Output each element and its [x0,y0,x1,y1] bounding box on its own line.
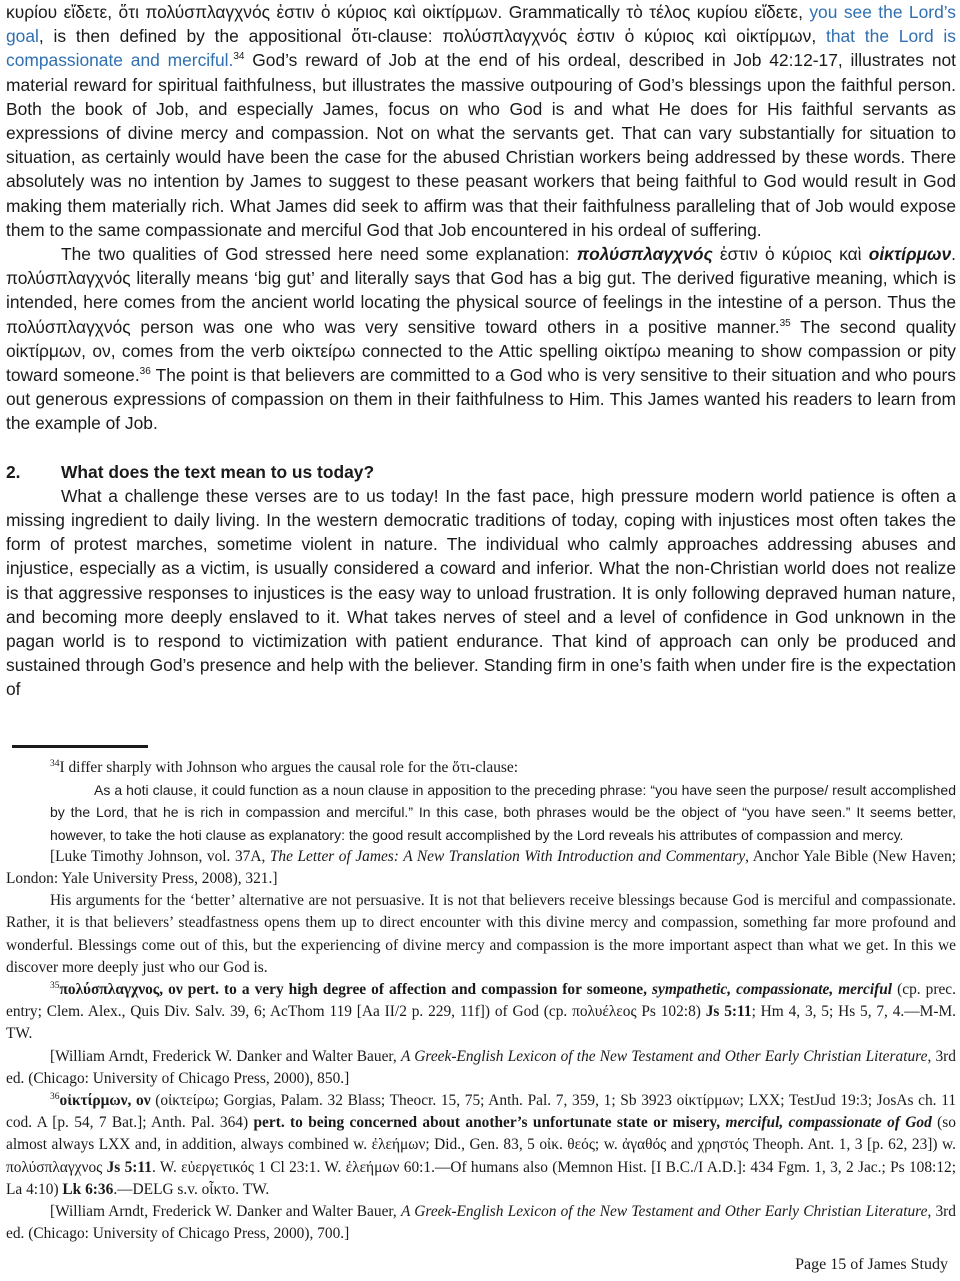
block-quote: As a hoti clause, it could function as a noun clause in apposition to the preceding phrase: “you have seen the purpose/ result accomplished by the Lord, that he is rich in compassion and merciful.” In this case, both phrases would be the object of “you have seen.” It seems better, however, to take the hoti clause as explanatory: the good result accomplished by the Lord reveals his attributes of compassion and mercy. [50,782,956,843]
footnote-number: 35 [50,980,60,991]
lexicon-gloss: sympathetic, compassionate, merciful [652,981,893,999]
translation-text: you see the Lord’s goal [6,2,956,47]
citation [6,1201,956,1245]
citation-text: [Luke Timothy Johnson, vol. 37A, [50,847,270,865]
text-run: ἐστιν ὁ κύριος καὶ [712,244,869,265]
citation [6,846,956,890]
footnote-text: I differ sharply with Johnson who argues the causal role for the ὅτι-clause: [59,759,519,776]
footnote-divider [12,745,148,748]
paragraph-2 [6,242,956,436]
translation-text: that the Lord is compassionate and merciful. [6,26,956,71]
greek-term: πολύσπλαγχνός [576,244,713,265]
page-number: Page 15 of James Study [795,1256,948,1273]
footnote-ref-34[interactable]: 34 [233,51,245,63]
footnote-text: . W. εὐεργετικός 1 Cl 23:1. W. ἐλεήμων 60:1.—Of humans also (Memnon Hist. [I B.C./I A.D.]: 434 Fgm. 1, 3, 2 Jac.; Ps 108:12; La 4:10) [6,1158,956,1198]
citation-text: [William Arndt, Frederick W. Danker and Walter Bauer, [50,1203,401,1221]
section-number: 2. [6,461,21,482]
footnote-number: 34 [50,758,60,769]
lexicon-gloss: merciful, compassionate of God [725,1114,932,1132]
text-run: The point is that believers are committed to a God who is very sensitive to their situation and who pours out generous expressions of compassion on them in their faithfulness to Him. This James wanted his readers to learn from the example of Job. [6,365,956,434]
text-run: The second quality οἰκτίρμων, ον, comes from the verb οἰκτείρω connected to the Attic spelling οἰκτίρω meaning to show compassion or pity toward someone. [6,316,957,386]
citation-title: A Greek-English Lexicon of the New Testament and Other Early Christian Literature [400,1203,928,1221]
scripture-ref: Js 5:11 [106,1158,152,1176]
text-run: . πολύσπλαγχνός literally means ‘big gut’ and literally says that God has a big gut. The derived figurative meaning, which is intended, here comes from the ancient world locating the physical source of feelings in the intestine of a person. Thus the πολύσπλαγχνός person was one who was very sensitive toward others in a positive manner. [6,244,956,337]
footnote-35 [6,979,956,1046]
text-run: God’s reward of Job at the end of his ordeal, described in Job 42:12-17, illustrates not material reward for spiritual faithfulness, but illustrates the massive outpouring of God’s blessings upon the faithful person. Both the book of Job, and especially James, focus on who God is and what He does for His faithful servants as expressions of divine mercy and compassion. Not on what the servants get. That can vary substantially for situation to situation, as certainly would have been the case for the abused Christian workers being addressed by these words. There absolutely was no intention by James to suggest to these peasant workers that being faithful to God would result in God making them materially rich. What James did seek to affirm was that their faithfulness paralleling that of Job would expose them to the same compassionate and merciful God that Job encountered in his ordeal of suffering. [6,50,956,240]
text-run: , is then defined by the appositional ὅτι-clause: πολύσπλαγχνός ἐστιν ὁ κύριος καὶ οἰκτίρμων, [38,26,826,47]
scripture-ref: Lk 6:36 [62,1180,114,1198]
footnote-34 [6,757,956,779]
footnote-text: ; Hm 4, 3, 5; Hs 5, 7, 4.—M-M. TW. [6,1003,956,1043]
footnote-paragraph: His arguments for the ‘better’ alternative are not persuasive. It is not that believers receive blessings because God is merciful and compassionate. Rather, it is that believers’ steadfastness opens them up to direct encounter with this divine mercy and compassion, something far more profound and wonderful. Blessings come out of this, but the experiencing of divine mercy and compassion is the more important aspect than what we get. In this we discover more deeply just who our God is. [6,892,956,976]
lexicon-headword: πολύσπλαγχνος, ον pert. to a very high degree of affection and compassion for someone, [59,981,653,999]
scripture-ref: Js 5:11 [705,1003,752,1021]
citation-text: , Anchor Yale Bible (New Haven; London: Yale University Press, 2008), 321.] [6,847,956,888]
citation-title: The Letter of James: A New Translation With Introduction and Commentary [269,847,746,865]
footnote-ref-36[interactable]: 36 [139,366,151,378]
paragraph-3: What a challenge these verses are to us today! In the fast pace, high pressure modern world patience is often a missing ingredient to daily living. In the western democratic traditions of today, coping with injustices most often takes the form of protest marches, sometime violent in nature. The individual who calmly approaches addressing abuses and injustice, especially as a victim, is usually considered a coward and inferior. What the non-Christian world does not realize is that aggressive responses to injustices is the easy way to unload frustration. It is only following depraved human nature, and becoming more deeply enslaved to it. What takes nerves of steel and a level of confidence in God unknown in the pagan world is to respond to victimization with patient endurance. That kind of approach can only be produced and sustained through God’s presence and help with the believer. Standing firm in one’s faith when under fire is the expectation of [6,485,956,700]
footnote-text: (cp. prec. entry; Clem. Alex., Quis Div. Salv. 39, 6; AcThom 119 [Aa II/2 p. 229, 11f]) of God (cp. πολυέλεος Ps 102:8) [6,981,956,1021]
section-heading [6,460,956,484]
footnote-text: (so almost always LXX and, in addition, always combined w. ἐλεήμων; Did., Gen. 83, 5 οἰκ. θεός; w. ἀγαθός and χρηστός Theoph. Ant. 1, 3 [p. 62, 23]) w. πολύσπλαγχνος [6,1114,956,1176]
footnote-ref-35[interactable]: 35 [779,317,791,329]
citation-text: , 3rd ed. (Chicago: University of Chicago Press, 2000), 700.] [6,1203,957,1243]
lexicon-definition: pert. to being concerned about another’s unfortunate state or misery, [253,1114,726,1132]
greek-term: οἰκτίρμων [868,244,952,265]
citation-text: [William Arndt, Frederick W. Danker and Walter Bauer, [50,1047,401,1065]
text-run: The two qualities of God stressed here need some explanation: [61,244,577,265]
citation [6,1046,956,1090]
footnotes [6,757,956,1245]
citation-text: , 3rd ed. (Chicago: University of Chicago Press, 2000), 850.] [6,1047,957,1087]
lexicon-headword: οἰκτίρμων, ον [59,1092,151,1110]
text-run: κυρίου εἴδετε, ὅτι πολύσπλαγχνός ἐστιν ὁ κύριος καὶ οἰκτίρμων. Grammatically τὸ τέλος κυρίου εἴδετε, [6,2,810,22]
paragraph-1 [6,0,956,242]
footnote-text: .—DELG s.v. οἶκτο. TW. [113,1180,270,1198]
main-text [6,0,956,702]
section-title: What does the text mean to us today? [61,461,375,482]
footnote-number: 36 [50,1091,60,1102]
footnote-36 [6,1090,956,1201]
footnote-text: (οἰκτείρω; Gorgias, Palam. 32 Blass; Theocr. 15, 75; Anth. Pal. 7, 359, 1; Sb 3923 οἰκτίρμων; LXX; TestJud 19:3; JosAs ch. 11 cod. A [p. 54, 7 Bat.]; Anth. Pal. 364) [6,1092,957,1132]
citation-title: A Greek-English Lexicon of the New Testament and Other Early Christian Literature [400,1047,928,1065]
